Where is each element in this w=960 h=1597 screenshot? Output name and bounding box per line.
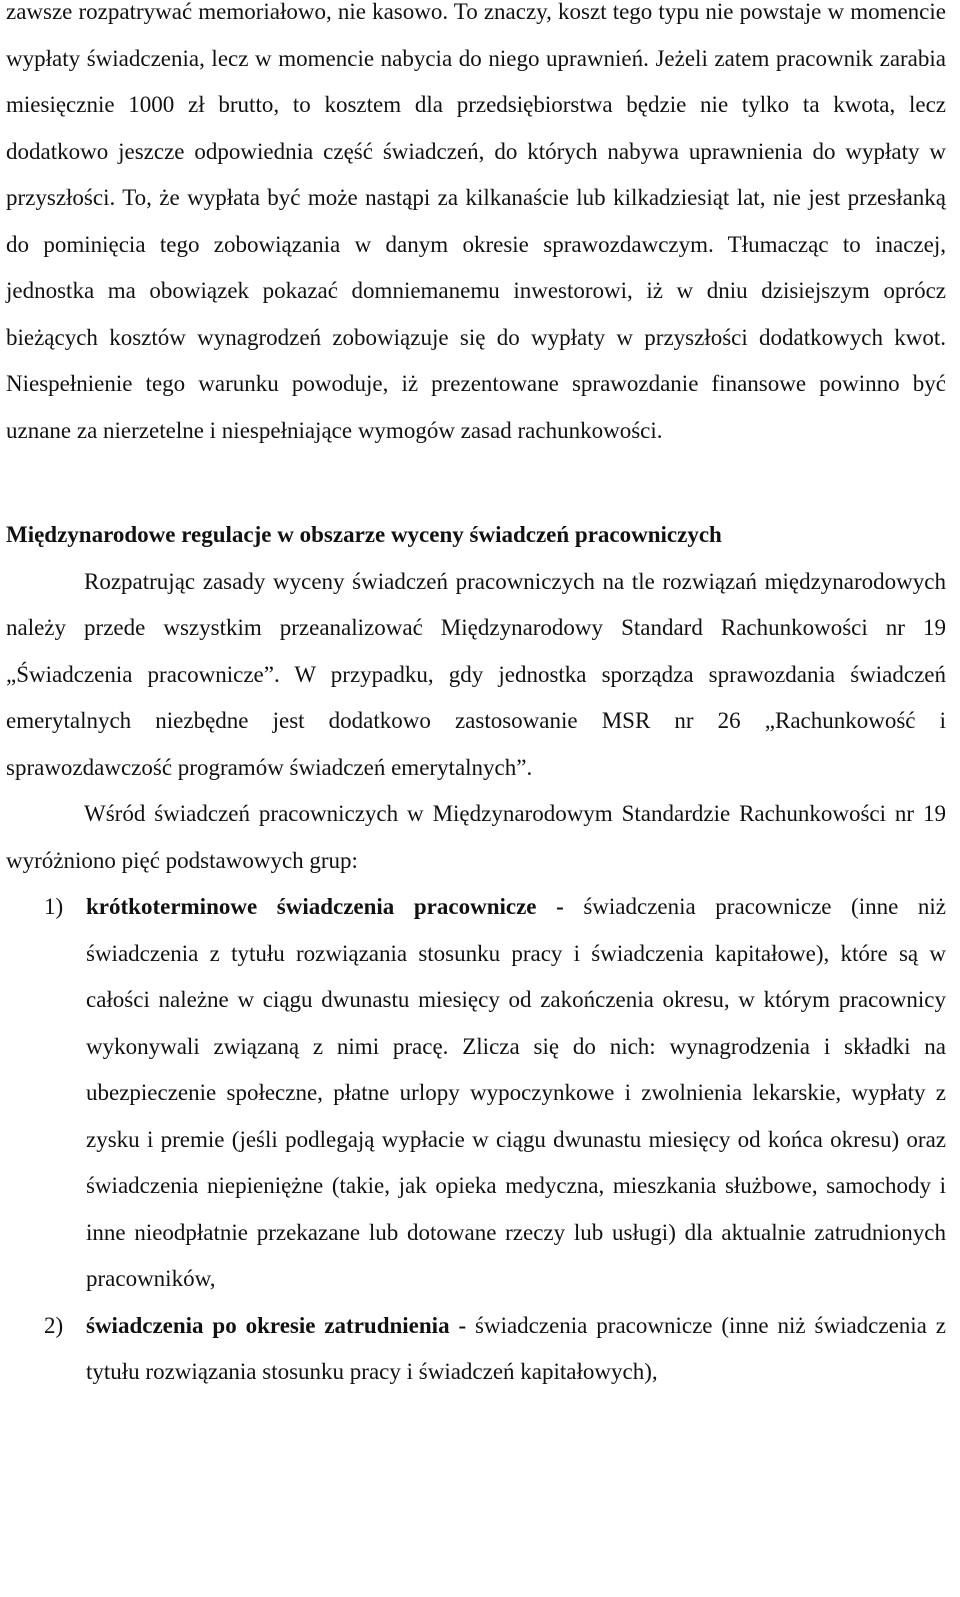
list-item-number: 2) xyxy=(44,1312,64,1338)
intro-paragraph: zawsze rozpatrywać memoriałowo, nie kasowo. To znaczy, koszt tego typu nie powstaje w momencie wypłaty świadczenia, lecz w momencie nabycia do niego uprawnień. Jeżeli zatem pracownik zarabia miesięcznie 1000 zł brutto, to kosztem dla przedsiębiorstwa będzie nie tylko ta kwota, lecz dodatkowo jeszcze odpowiednia część świadczeń, do których nabywa uprawnienia do wypłaty w przyszłości. To, że wypłata być może nastąpi za kilkanaście lub kilkadziesiąt lat, nie jest przesłanką do pominięcia tego zobowiązania w danym okresie sprawozdawczym. Tłumacząc to inaczej, jednostka ma obowiązek pokazać domniemanemu inwestorowi, iż w dniu dzisiejszym oprócz bieżących kosztów wynagrodzeń zobowiązuje się do wypłaty w przyszłości dodatkowych kwot. Niespełnienie tego warunku powoduje, iż prezentowane sprawozdanie finansowe powinno być uznane za nierzetelne i niespełniające wymogów zasad rachunkowości. xyxy=(6,0,946,443)
section-paragraph-1: Rozpatrując zasady wyceny świadczeń pracowniczych na tle rozwiązań międzynarodowych należy przede wszystkim przeanalizować Międzynarodowy Standard Rachunkowości nr 19 „Świadczenia pracownicze”. W przypadku, gdy jednostka sporządza sprawozdania świadczeń emerytalnych niezbędne jest dodatkowo zastosowanie MSR nr 26 „Rachunkowość i sprawozdawczość programów świadczeń emerytalnych”. xyxy=(6,568,946,780)
section-heading: Międzynarodowe regulacje w obszarze wyceny świadczeń pracowniczych xyxy=(6,522,722,547)
employee-benefit-groups-list xyxy=(6,884,946,1396)
list-item-text: świadczenia pracownicze (inne niż świadczenia z tytułu rozwiązania stosunku pracy i świadczeń kapitałowych), xyxy=(86,1312,946,1384)
list-item xyxy=(6,884,946,1303)
list-item-text: świadczenia pracownicze (inne niż świadczenia z tytułu rozwiązania stosunku pracy i świadczenia kapitałowe), które są w całości należne w ciągu dwunastu miesięcy od zakończenia okresu, w którym pracownicy wykonywali związaną z nimi pracę. Zlicza się do nich: wynagrodzenia i składki na ubezpieczenie społeczne, płatne urlopy wypoczynkowe i zwolnienia lekarskie, wypłaty z zysku i premie (jeśli podlegają wypłacie w ciągu dwunastu miesięcy od końca okresu) oraz świadczenia niepieniężne (takie, jak opieka medyczna, mieszkania służbowe, samochody i inne nieodpłatnie przekazane lub dotowane rzeczy lub usługi) dla aktualnie zatrudnionych pracowników, xyxy=(86,894,946,1291)
list-item-term: krótkoterminowe świadczenia pracownicze - xyxy=(86,894,564,919)
list-item-number: 1) xyxy=(44,894,64,919)
section-paragraph-2: Wśród świadczeń pracowniczych w Międzynarodowym Standardzie Rachunkowości nr 19 wyróżniono pięć podstawowych grup: xyxy=(6,801,946,873)
list-item xyxy=(6,1303,946,1396)
list-item-term: świadczenia po okresie zatrudnienia - xyxy=(86,1312,467,1338)
